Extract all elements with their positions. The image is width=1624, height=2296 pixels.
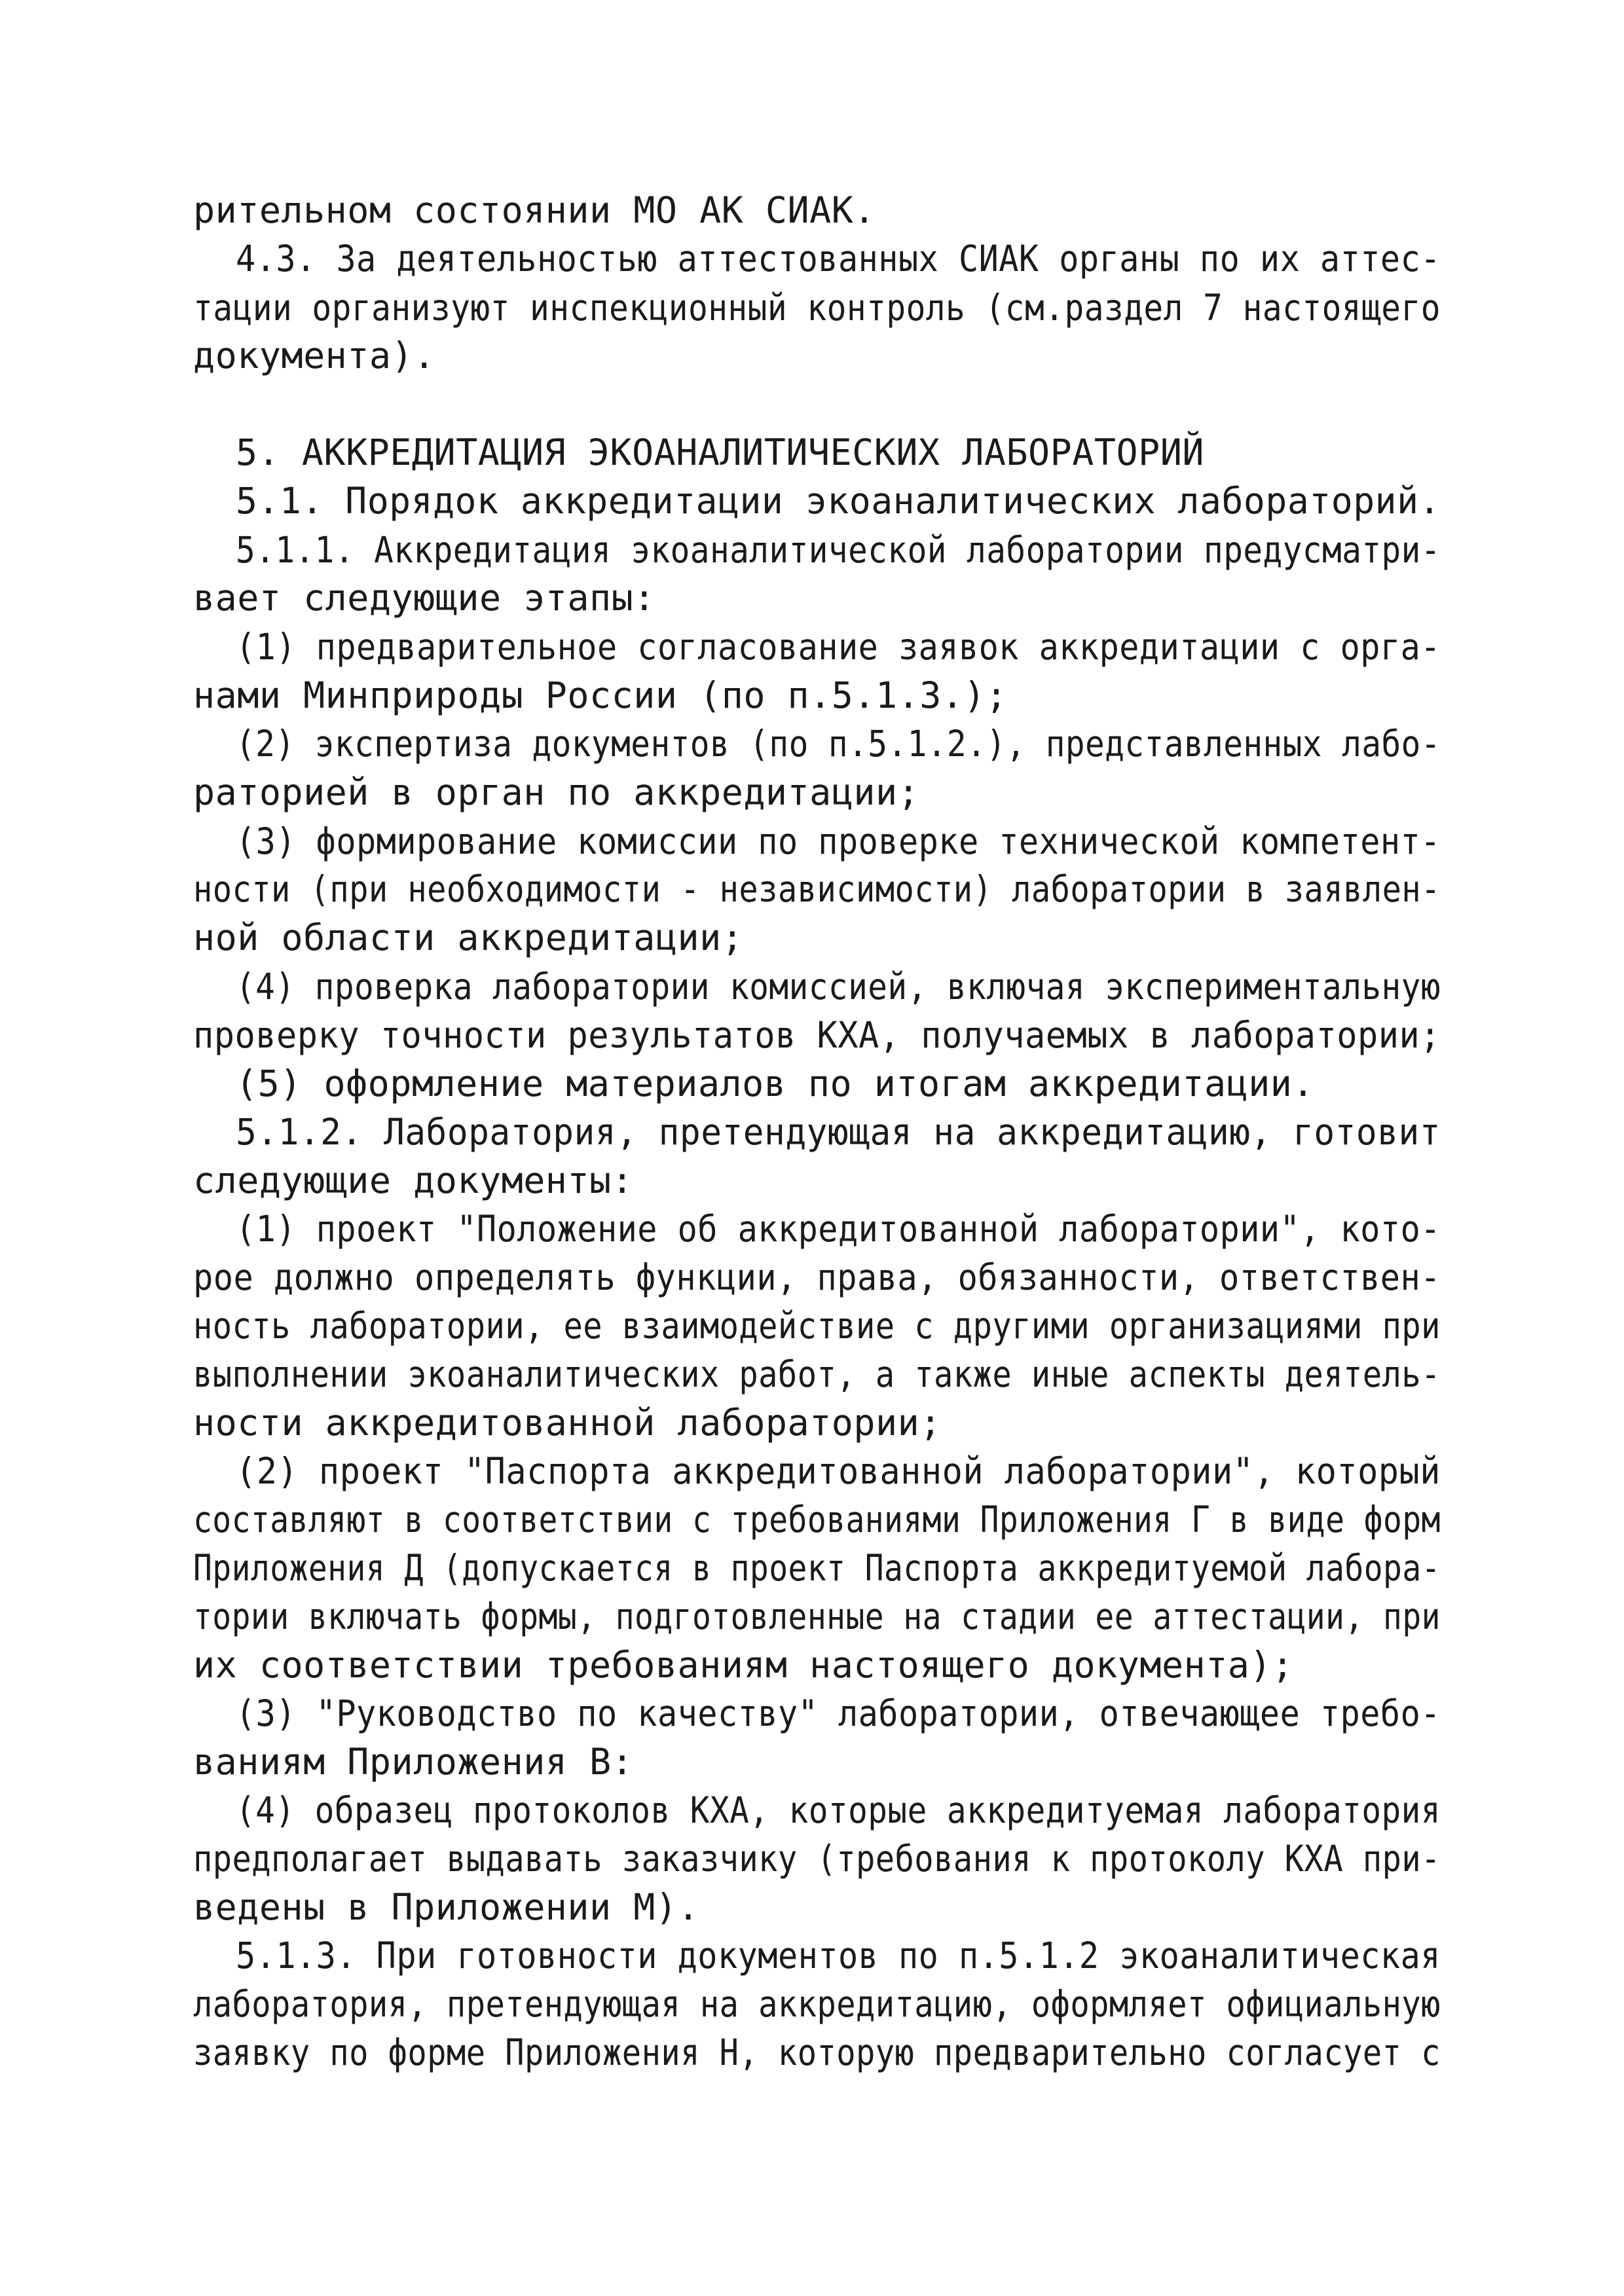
document-page: рительном состоянии МО АК СИАК. 4.3. За деятельностью аттестованных СИАК органы по их аттес- тации организуют инспекционный контроль (см.раздел 7 настоящего документа). 5. АККРЕДИТАЦИЯ ЭКОАНАЛИТИЧЕСКИХ ЛАБОРАТОРИЙ 5.1. Порядок аккредитации экоаналитических лабораторий. 5.1.1. Аккредитация экоаналитической лаборатории предусматри- вает следующие этапы: (1) предварительное согласование заявок аккредитации с орга- нами Минприроды России (по п.5.1.3.); (2) экспертиза документов (по п.5.1.2.), представленных лабо- раторией в орган по аккредитации; (3) формирование комиссии по проверке технической компетент- ности (при необходимости - независимости) лаборатории в заявлен- ной области аккредитации; (4) проверка лаборатории комиссией, включая экспериментальную проверку точности результатов КХА, получаемых в лаборатории; (5) оформление материалов по итогам аккредитации. 5.1.2. Лаборатория, претендующая на аккредитацию, готовит следующие документы: (1) проект "Положение об аккредитованной лаборатории", кото- рое должно определять функции, права, обязанности, ответствен- ность лаборатории, ее взаимодействие с другими организациями при выполнении экоаналитических работ, а также иные аспекты деятель- ности аккредитованной лаборатории; (2) проект "Паспорта аккредитованной лаборатории", который составляют в соответствии с требованиями Приложения Г в виде форм Приложения Д (допускается в проект Паспорта аккредитуемой лабора- тории включать формы, подготовленные на стадии ее аттестации, при их соответствии требованиям настоящего документа); (3) "Руководство по качеству" лаборатории, отвечающее требо- ваниям Приложения В: (4) образец протоколов КХА, которые аккредитуемая лаборатория предполагает выдавать заказчику (требования к протоколу КХА при- ведены в Приложении М). 5.1.3. При готовности документов по п.5.1.2 экоаналитическая лаборатория, претендующая на аккредитацию, оформляет официальную заявку по форме Приложения Н, которую предварительно согласует с bbox=[193, 189, 1441, 2073]
